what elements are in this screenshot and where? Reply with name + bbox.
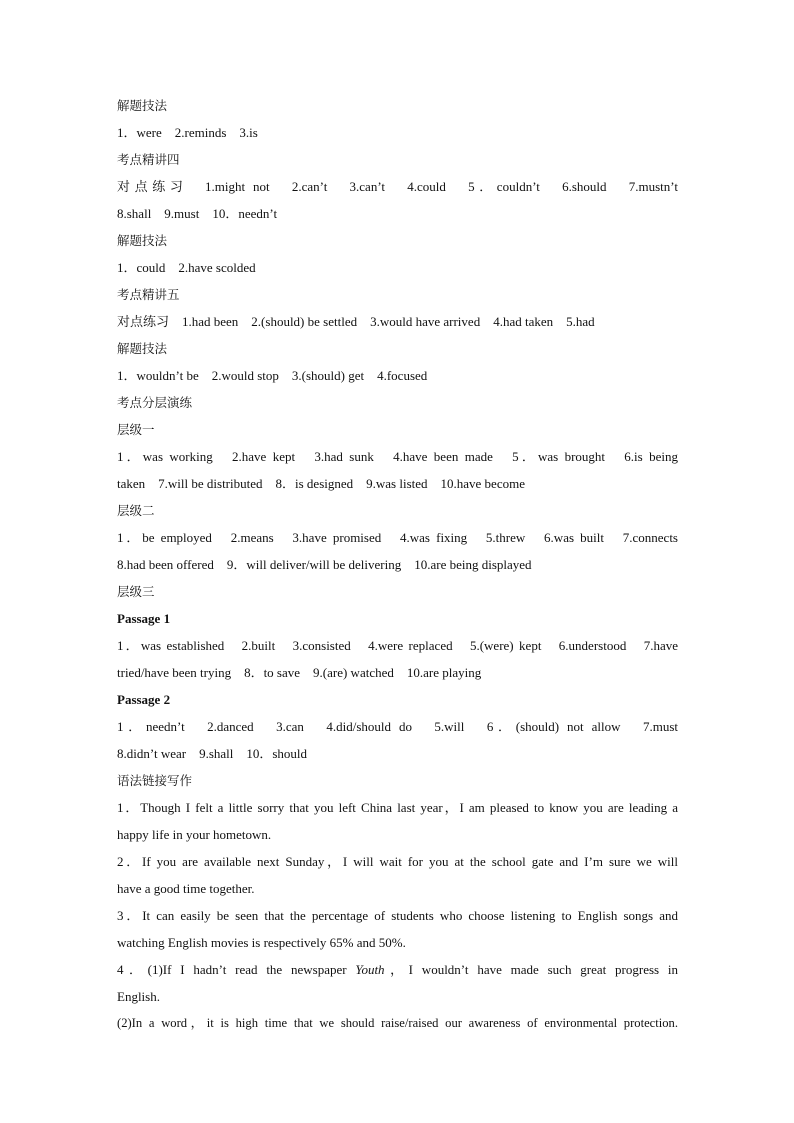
answer-line: 1．be employed 2.means 3.have promised 4.was fixing 5.threw 6.was built 7.connects [117,530,678,545]
section-heading: 层级三 [117,584,155,599]
item-4-suffix: ，I wouldn’t have made such great progress in [384,962,678,977]
answer-line: 3．It can easily be seen that the percentage of students who choose listening to English songs and [117,908,678,923]
answer-line: taken 7.will be distributed 8．is designed 9.was listed 10.have become [117,476,525,491]
section-heading: 语法链接写作 [117,773,193,788]
answer-line: 1．needn’t 2.danced 3.can 4.did/should do 5.will 6．(should) not allow 7.must [117,719,678,734]
answer-line: 2．If you are available next Sunday，I will wait for you at the school gate and I’m sure we will [117,854,678,869]
item-4-line-2: English. [117,989,160,1004]
answer-line: 对点练习 1.had been 2.(should) be settled 3.would have arrived 4.had taken 5.had [117,314,595,329]
passage-heading: Passage 1 [117,611,171,626]
answer-line: 1．was established 2.built 3.consisted 4.were replaced 5.(were) kept 6.understood 7.have [117,638,678,653]
item-4-prefix: 4．(1)If I hadn’t read the newspaper [117,962,356,977]
answer-line: have a good time together. [117,881,255,896]
answer-line: 8.had been offered 9．will deliver/will be delivering 10.are being displayed [117,557,532,572]
answer-line: 1．could 2.have scolded [117,260,256,275]
answer-line: 8.didn’t wear 9.shall 10．should [117,746,308,761]
section-heading: 解题技法 [117,233,168,248]
section-heading: 考点分层演练 [117,395,193,410]
section-heading: 解题技法 [117,98,168,113]
item-4-part-2: (2)In a word，it is high time that we should raise/raised our awareness of environmental protection. [117,1016,678,1030]
answer-line: 1．Though I felt a little sorry that you left China last year，I am pleased to know you are leading a [117,800,678,815]
document-body [117,92,678,1037]
answer-line: happy life in your hometown. [117,827,272,842]
section-heading: 考点精讲五 [117,287,180,302]
section-heading: 解题技法 [117,341,168,356]
section-heading: 层级二 [117,503,155,518]
answer-line: 1．were 2.reminds 3.is [117,125,258,140]
passage-heading: Passage 2 [117,692,171,707]
section-heading: 考点精讲四 [117,152,180,167]
section-heading: 层级一 [117,422,155,437]
item-4-line-1 [117,956,678,983]
answer-line: 1．wouldn’t be 2.would stop 3.(should) get 4.focused [117,368,428,383]
answer-line: 1．was working 2.have kept 3.had sunk 4.have been made 5．was brought 6.is being [117,449,678,464]
answer-line: 8.shall 9.must 10．needn’t [117,206,278,221]
answer-line: tried/have been trying 8．to save 9.(are) watched 10.are playing [117,665,482,680]
answer-line: watching English movies is respectively 65% and 50%. [117,935,406,950]
answer-line: 对点练习 1.might not 2.can’t 3.can’t 4.could 5．couldn’t 6.should 7.mustn’t [117,179,678,194]
newspaper-title: Youth [355,962,385,977]
answer-lines [117,92,678,956]
